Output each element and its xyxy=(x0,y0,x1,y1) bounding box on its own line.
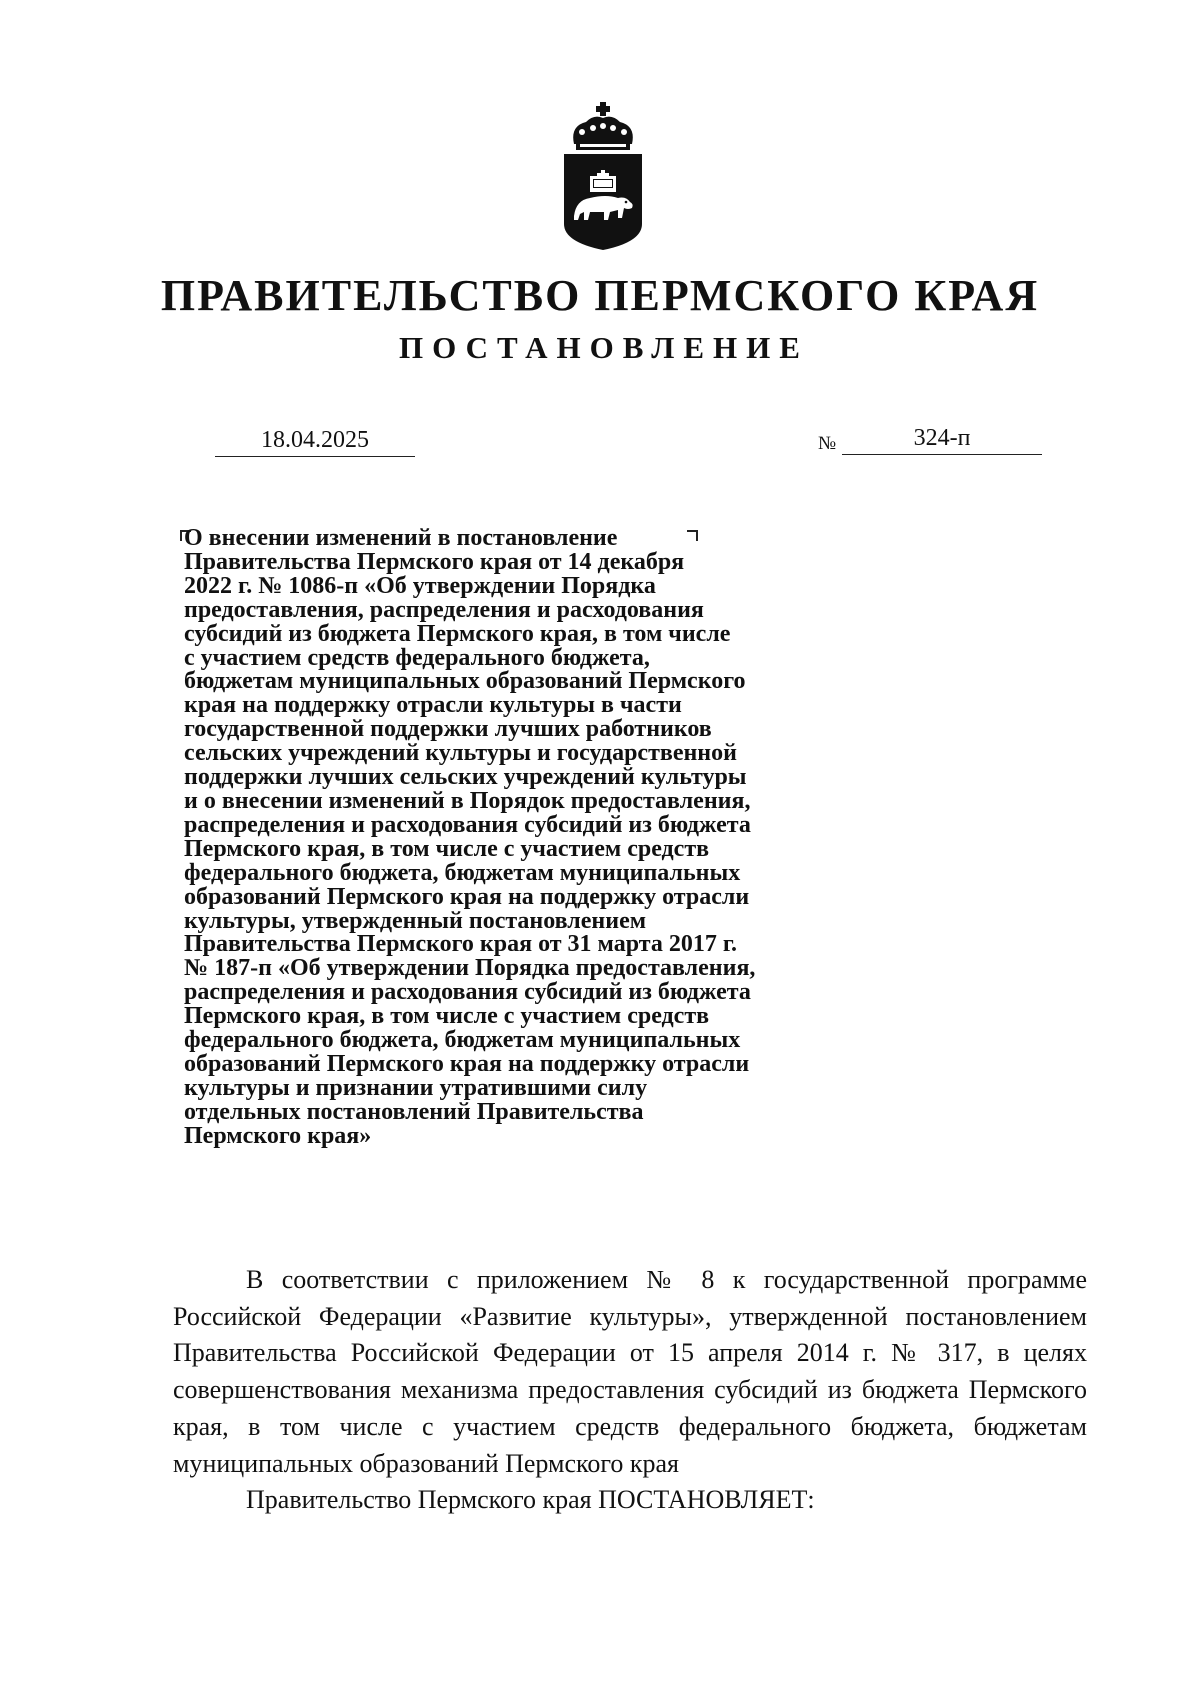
subject-line: отдельных постановлений Правительства xyxy=(184,1098,644,1125)
subject-line: образований Пермского края на поддержку отрасли xyxy=(184,1050,750,1077)
subject-line: поддержки лучших сельских учреждений культуры xyxy=(184,764,747,791)
subject-line: и о внесении изменений в Порядок предоставления, xyxy=(184,787,751,814)
document-body xyxy=(173,1262,1087,1519)
document-date: 18.04.2025 xyxy=(215,424,415,457)
subject-line: О внесении изменений в постановление xyxy=(184,525,618,551)
document-type-heading: ПОСТАНОВЛЕНИЕ xyxy=(399,330,809,365)
subject-line: распределения и расходования субсидий из бюджета xyxy=(184,811,751,838)
subject-line: федерального бюджета, бюджетам муниципальных xyxy=(184,1027,741,1054)
number-sign: № xyxy=(818,433,837,454)
document-number: 324-п xyxy=(842,422,1042,455)
document-subject xyxy=(184,527,884,1149)
subject-line: федерального бюджета, бюджетам муниципальных xyxy=(184,859,741,886)
subject-line: № 187-п «Об утверждении Порядка предоставления, xyxy=(184,955,756,982)
perm-krai-coat-of-arms-icon xyxy=(560,100,646,252)
subject-line: с участием средств федерального бюджета, xyxy=(184,644,650,671)
subject-line: 2022 г. № 1086-п «Об утверждении Порядка xyxy=(184,572,656,599)
subject-line: государственной поддержки лучших работников xyxy=(184,716,712,743)
decree-statement: Правительство Пермского края ПОСТАНОВЛЯЕТ: xyxy=(246,1485,815,1515)
subject-line: сельских учреждений культуры и государственной xyxy=(184,740,737,767)
subject-line: бюджетам муниципальных образований Пермского xyxy=(184,668,746,695)
subject-line: культуры, утвержденный постановлением xyxy=(184,907,647,934)
subject-line: Пермского края» xyxy=(184,1122,372,1149)
subject-line: Правительства Пермского края от 14 декабря xyxy=(184,548,685,575)
subject-line: Пермского края, в том числе с участием средств xyxy=(184,835,710,862)
subject-line: распределения и расходования субсидий из бюджета xyxy=(184,979,751,1006)
subject-line: образований Пермского края на поддержку отрасли xyxy=(184,883,750,910)
subject-line: края на поддержку отрасли культуры в части xyxy=(184,692,682,719)
subject-line: Правительства Пермского края от 31 марта 2017 г. xyxy=(184,931,738,958)
preamble-paragraph: В соответствии с приложением № 8 к государственной программе Российской Федерации «Развитие культуры», утвержденной постановлением Правительства Российской Федерации от 15 апреля 2014 г. № 317, в целях совершенствования механизма предоставления субсидий из бюджета Пермского края, в том числе с участием средств федерального бюджета, бюджетам муниципальных образований Пермского края xyxy=(173,1265,1087,1478)
subject-line: предоставления, распределения и расходования xyxy=(184,596,704,623)
organization-title: ПРАВИТЕЛЬСТВО ПЕРМСКОГО КРАЯ xyxy=(160,271,1040,320)
subject-line: субсидий из бюджета Пермского края, в том числе xyxy=(184,620,731,647)
subject-line: культуры и признании утратившими силу xyxy=(184,1074,648,1101)
subject-line: Пермского края, в том числе с участием средств xyxy=(184,1003,710,1030)
